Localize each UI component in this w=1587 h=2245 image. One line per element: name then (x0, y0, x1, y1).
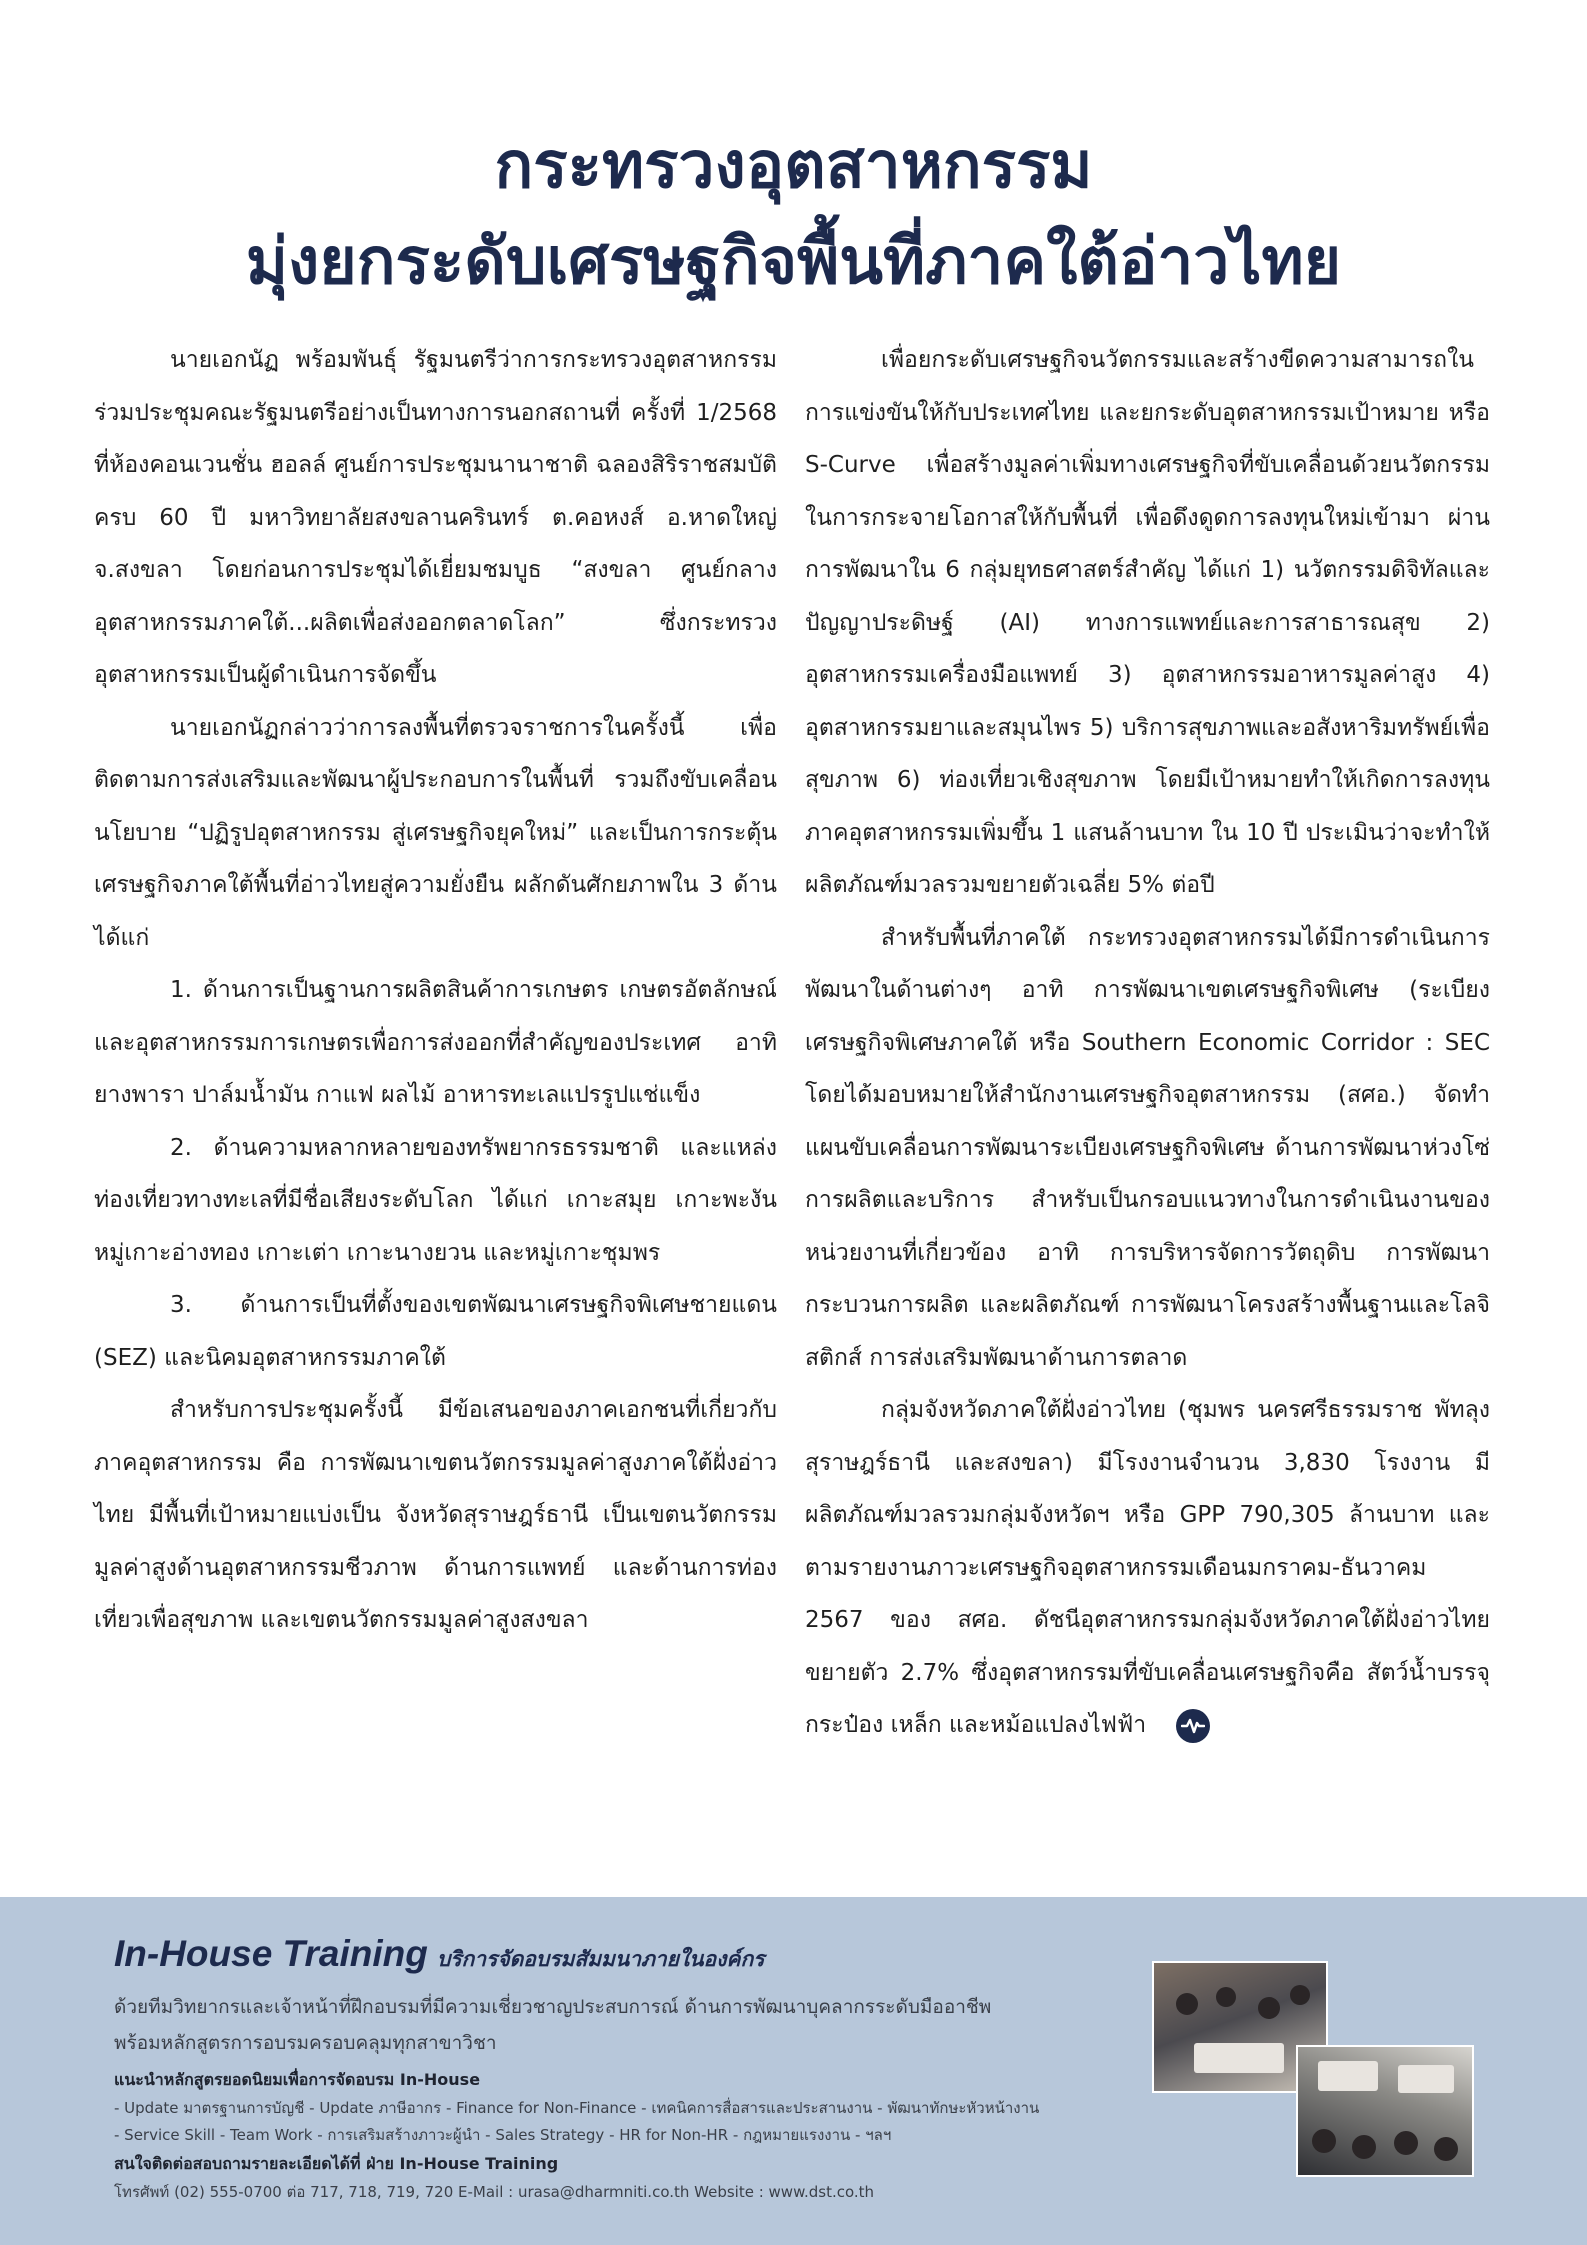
ad-course-list: - Update มาตรฐานการบัญชี - Update ภาษีอากร - Finance for Non-Finance - เทคนิคการสื่อสารและประสานงาน - พัฒนาทักษะหัวหน้างาน (114, 2099, 1040, 2117)
classroom-photo (1296, 2045, 1474, 2177)
ad-course-list: - Service Skill - Team Work - การเสริมสร้างภาวะผู้นำ - Sales Strategy - HR for Non-HR - กฎหมายแรงงาน - ฯลฯ (114, 2126, 892, 2144)
ad-subtitle: บริการจัดอบรมสัมมนาภายในองค์กร (436, 1947, 765, 1971)
paragraph: 2. ด้านความหลากหลายของทรัพยากรธรรมชาติ และแหล่งท่องเที่ยวทางทะเลที่มีชื่อเสียงระดับโลก ได้แก่ เกาะสมุย เกาะพะงัน หมู่เกาะอ่างทอง เกาะเต่า เกาะนางยวน และหมู่เกาะชุมพร (94, 1134, 777, 1266)
paragraph-text: กลุ่มจังหวัดภาคใต้ฝั่งอ่าวไทย (ชุมพร นครศรีธรรมราช พัทลุง สุราษฎร์ธานี และสงขลา) มีโรงงานจำนวน 3,830 โรงงาน มีผลิตภัณฑ์มวลรวมกลุ่มจังหวัดฯ หรือ GPP 790,305 ล้านบาท และตามรายงานภาวะเศรษฐกิจอุตสาหกรรมเดือนมกราคม-ธันวาคม 2567 ของ สศอ. ดัชนีอุตสาหกรรมกลุ่มจังหวัดภาคใต้ฝั่งอ่าวไทย ขยายตัว 2.7% ซึ่งอุตสาหกรรมที่ขับเคลื่อนเศรษฐกิจคือ สัตว์น้ำบรรจุกระป๋อง เหล็ก และหม้อแปลงไฟฟ้า (805, 1397, 1490, 1738)
paragraph: เพื่อยกระดับเศรษฐกิจนวัตกรรมและสร้างขีดความสามารถในการแข่งขันให้กับประเทศไทย และยกระดับอุตสาหกรรมเป้าหมาย หรือ S-Curve เพื่อสร้างมูลค่าเพิ่มทางเศรษฐกิจที่ขับเคลื่อนด้วยนวัตกรรม ในการกระจายโอกาสให้กับพื้นที่ เพื่อดึงดูดการลงทุนใหม่เข้ามา ผ่านการพัฒนาใน 6 กลุ่มยุทธศาสตร์สำคัญ ได้แก่ 1) นวัตกรรมดิจิทัลและปัญญาประดิษฐ์ (AI) ทางการแพทย์และการสาธารณสุข 2) อุตสาหกรรมเครื่องมือแพทย์ 3) อุตสาหกรรมอาหารมูลค่าสูง 4) อุตสาหกรรมยาและสมุนไพร 5) บริการสุขภาพและอสังหาริมทรัพย์เพื่อสุขภาพ 6) ท่องเที่ยวเชิงสุขภาพ โดยมีเป้าหมายทำให้เกิดการลงทุนภาคอุตสาหกรรมเพิ่มขึ้น 1 แสนล้านบาท ใน 10 ปี ประเมินว่าจะทำให้ผลิตภัณฑ์มวลรวมขยายตัวเฉลี่ย 5% ต่อปี (805, 347, 1490, 898)
article-left-column (94, 334, 777, 1647)
paragraph: 3. ด้านการเป็นที่ตั้งของเขตพัฒนาเศรษฐกิจพิเศษชายแดน (SEZ) และนิคมอุตสาหกรรมภาคใต้ (94, 1292, 777, 1371)
paragraph: นายเอกนัฏกล่าวว่าการลงพื้นที่ตรวจราชการในครั้งนี้ เพื่อติดตามการส่งเสริมและพัฒนาผู้ประกอบการในพื้นที่ รวมถึงขับเคลื่อนนโยบาย “ปฏิรูปอุตสาหกรรม สู่เศรษฐกิจยุคใหม่” และเป็นการกระตุ้นเศรษฐกิจภาคใต้พื้นที่อ่าวไทยสู่ความยั่งยืน ผลักดันศักยภาพใน 3 ด้าน ได้แก่ (94, 714, 777, 951)
paragraph: สำหรับการประชุมครั้งนี้ มีข้อเสนอของภาคเอกชนที่เกี่ยวกับภาคอุตสาหกรรม คือ การพัฒนาเขตนวัตกรรมมูลค่าสูงภาคใต้ฝั่งอ่าวไทย มีพื้นที่เป้าหมายแบ่งเป็น จังหวัดสุราษฎร์ธานี เป็นเขตนวัตกรรมมูลค่าสูงด้านอุตสาหกรรมชีวภาพ ด้านการแพทย์ และด้านการท่องเที่ยวเพื่อสุขภาพ และเขตนวัตกรรมมูลค่าสูงสงขลา (94, 1397, 777, 1633)
in-house-training-ad (0, 1897, 1587, 2245)
title-line-1: กระทรวงอุตสาหกรรม (494, 129, 1093, 203)
ad-contact-info: โทรศัพท์ (02) 555-0700 ต่อ 717, 718, 719, 720 E-Mail : urasa@dharmniti.co.th Website : www.dst.co.th (114, 2183, 875, 2201)
ad-brand: In-House Training (114, 1933, 428, 1974)
paragraph: 1. ด้านการเป็นฐานการผลิตสินค้าการเกษตร เกษตรอัตลักษณ์ และอุตสาหกรรมการเกษตรเพื่อการส่งออกที่สำคัญของประเทศ อาทิ ยางพารา ปาล์มน้ำมัน กาแฟ ผลไม้ อาหารทะเลแปรรูปแช่แข็ง (94, 977, 777, 1108)
ad-body (114, 1989, 1154, 2206)
ad-heading (114, 1933, 764, 1976)
ad-contact-title: สนใจติดต่อสอบถามรายละเอียดได้ที่ ฝ่าย In-House Training (114, 2154, 559, 2173)
article-right-column (805, 334, 1490, 1752)
paragraph: สำหรับพื้นที่ภาคใต้ กระทรวงอุตสาหกรรมได้มีการดำเนินการพัฒนาในด้านต่างๆ อาทิ การพัฒนาเขตเศรษฐกิจพิเศษ (ระเบียงเศรษฐกิจพิเศษภาคใต้ หรือ Southern Economic Corridor : SEC โดยได้มอบหมายให้สำนักงานเศรษฐกิจอุตสาหกรรม (สศอ.) จัดทำแผนขับเคลื่อนการพัฒนาระเบียงเศรษฐกิจพิเศษ ด้านการพัฒนาห่วงโซ่การผลิตและบริการ สำหรับเป็นกรอบแนวทางในการดำเนินงานของหน่วยงานที่เกี่ยวข้อง อาทิ การบริหารจัดการวัตถุดิบ การพัฒนากระบวนการผลิต และผลิตภัณฑ์ การพัฒนาโครงสร้างพื้นฐานและโลจิสติกส์ การส่งเสริมพัฒนาด้านการตลาด (805, 924, 1490, 1371)
article-title (0, 118, 1587, 310)
paragraph: นายเอกนัฏ พร้อมพันธุ์ รัฐมนตรีว่าการกระทรวงอุตสาหกรรม ร่วมประชุมคณะรัฐมนตรีอย่างเป็นทางการนอกสถานที่ ครั้งที่ 1/2568 ที่ห้องคอนเวนชั่น ฮอลล์ ศูนย์การประชุมนานาชาติ ฉลองสิริราชสมบัติครบ 60 ปี มหาวิทยาลัยสงขลานครินทร์ ต.คอหงส์ อ.หาดใหญ่ จ.สงขลา โดยก่อนการประชุมได้เยี่ยมชมบูธ “สงขลา ศูนย์กลางอุตสาหกรรมภาคใต้...ผลิตเพื่อส่งออกตลาดโลก” ซึ่งกระทรวงอุตสาหกรรมเป็นผู้ดำเนินการจัดขึ้น (94, 347, 777, 688)
ad-description-line: พร้อมหลักสูตรการอบรมครอบคลุมทุกสาขาวิชา (114, 2032, 497, 2054)
brand-wave-icon (1176, 1709, 1210, 1743)
paragraph (805, 1384, 1490, 1752)
ad-description-line: ด้วยทีมวิทยากรและเจ้าหน้าที่ฝึกอบรมที่มีความเชี่ยวชาญประสบการณ์ ด้านการพัฒนาบุคลากรระดับมืออาชีพ (114, 1996, 992, 2018)
title-line-2: มุ่งยกระดับเศรษฐกิจพื้นที่ภาคใต้อ่าวไทย (245, 225, 1342, 299)
ad-recommend-title: แนะนำหลักสูตรยอดนิยมเพื่อการจัดอบรม In-House (114, 2070, 481, 2089)
